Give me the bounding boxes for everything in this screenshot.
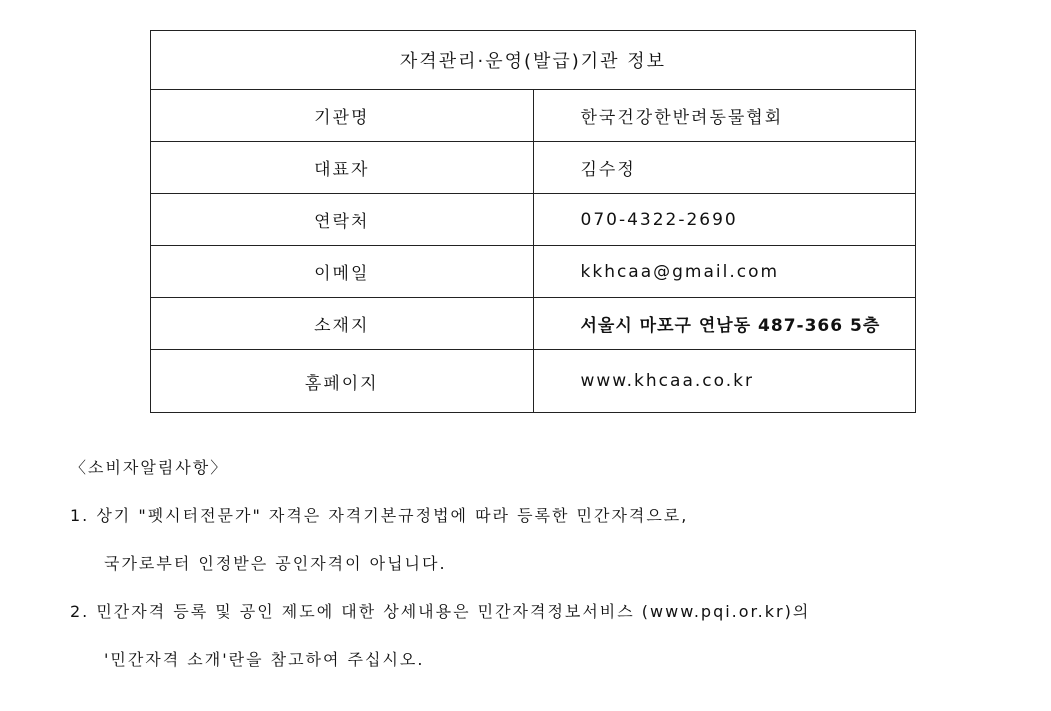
notice-heading: 〈소비자알림사항〉	[70, 458, 229, 477]
row-label-homepage: 홈페이지	[151, 350, 534, 413]
row-value-institution-name: 한국건강한반려동물협회	[533, 90, 916, 142]
row-value-address: 서울시 마포구 연남동 487-366 5층	[533, 298, 916, 350]
table-row	[151, 194, 916, 246]
consumer-notice	[70, 456, 1030, 672]
table-row	[151, 142, 916, 194]
table-row	[151, 246, 916, 298]
row-value-email: kkhcaa@gmail.com	[533, 246, 916, 298]
row-label-contact: 연락처	[151, 194, 534, 246]
notice-item-1-line-2: 국가로부터 인정받은 공인자격이 아닙니다.	[104, 554, 447, 573]
notice-item-1-line-1: 1. 상기 "펫시터전문가" 자격은 자격기본규정법에 따라 등록한 민간자격으로,	[70, 506, 689, 525]
row-label-institution-name: 기관명	[151, 90, 534, 142]
notice-item-2-line-2: '민간자격 소개'란을 참고하여 주십시오.	[104, 650, 425, 669]
row-value-contact: 070-4322-2690	[533, 194, 916, 246]
row-value-representative: 김수정	[533, 142, 916, 194]
institution-info-table	[150, 30, 916, 413]
row-label-address: 소재지	[151, 298, 534, 350]
row-label-email: 이메일	[151, 246, 534, 298]
row-label-representative: 대표자	[151, 142, 534, 194]
table-row	[151, 298, 916, 350]
table-row	[151, 90, 916, 142]
table-title: 자격관리·운영(발급)기관 정보	[151, 31, 916, 90]
row-value-homepage: www.khcaa.co.kr	[533, 350, 916, 413]
table-row	[151, 350, 916, 413]
notice-item-2-line-1: 2. 민간자격 등록 및 공인 제도에 대한 상세내용은 민간자격정보서비스 (www.pqi.or.kr)의	[70, 602, 811, 621]
